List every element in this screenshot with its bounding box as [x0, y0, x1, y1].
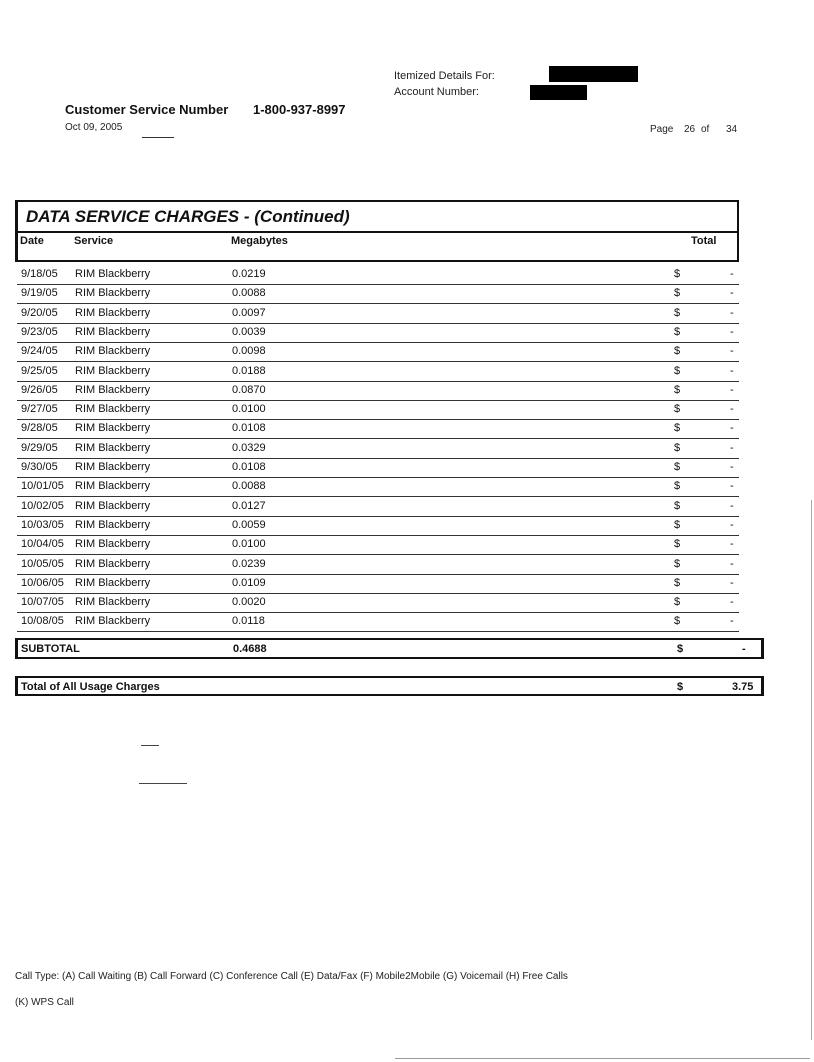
row-dollar-sign: $	[674, 345, 681, 358]
row-megabytes: 0.0039	[232, 325, 266, 338]
row-total: -	[730, 325, 734, 338]
row-service: RIM Blackberry	[75, 345, 151, 358]
table-row	[17, 265, 739, 285]
row-service: RIM Blackberry	[75, 403, 151, 416]
column-header-service: Service	[74, 235, 114, 247]
row-date: 10/05/05	[21, 557, 64, 570]
table-row	[17, 535, 739, 555]
row-megabytes: 0.0108	[232, 461, 266, 473]
row-service: RIM Blackberry	[75, 576, 151, 589]
row-date: 9/28/05	[21, 422, 58, 435]
row-date: 9/26/05	[21, 383, 58, 396]
row-date: 9/23/05	[21, 325, 58, 338]
row-date: 10/07/05	[21, 596, 64, 609]
row-megabytes: 0.0020	[232, 596, 266, 609]
row-megabytes: 0.0219	[232, 268, 266, 280]
row-service: RIM Blackberry	[75, 499, 151, 512]
row-dollar-sign: $	[674, 615, 681, 628]
row-total: -	[730, 441, 734, 454]
column-header-total: Total	[691, 235, 717, 247]
table-row	[17, 497, 739, 517]
row-service: RIM Blackberry	[75, 364, 151, 377]
row-total: -	[730, 422, 734, 435]
row-total: -	[730, 287, 734, 300]
row-service: RIM Blackberry	[75, 441, 151, 454]
row-dollar-sign: $	[674, 325, 681, 338]
row-date: 9/18/05	[21, 268, 58, 280]
row-total: -	[730, 480, 734, 493]
row-date: 9/24/05	[21, 345, 58, 358]
subtotal-row	[15, 638, 764, 659]
row-total: -	[730, 461, 734, 473]
row-dollar-sign: $	[674, 383, 681, 396]
call-type-legend: Call Type: (A) Call Waiting (B) Call Forward (C) Conference Call (E) Data/Fax (F) Mobile2Mobile (G) Voicemail (H) Free Calls	[15, 971, 568, 982]
row-megabytes: 0.0088	[232, 480, 266, 493]
row-date: 9/29/05	[21, 441, 58, 454]
call-type-legend-continued: (K) WPS Call	[15, 997, 74, 1008]
row-total: -	[730, 345, 734, 358]
table-row	[17, 381, 739, 401]
row-megabytes: 0.0097	[232, 306, 266, 319]
row-date: 10/03/05	[21, 518, 64, 531]
row-dollar-sign: $	[674, 364, 681, 377]
column-header-date: Date	[20, 235, 44, 247]
row-dollar-sign: $	[674, 422, 681, 435]
row-service: RIM Blackberry	[75, 518, 151, 531]
row-service: RIM Blackberry	[75, 287, 151, 300]
row-megabytes: 0.0188	[232, 364, 266, 377]
scan-mark	[142, 137, 174, 138]
customer-service-label: Customer Service Number	[65, 102, 229, 117]
table-row	[17, 304, 739, 324]
row-dollar-sign: $	[674, 306, 681, 319]
row-date: 10/02/05	[21, 499, 64, 512]
table-row	[17, 419, 739, 439]
row-total: -	[730, 403, 734, 416]
statement-date: Oct 09, 2005	[65, 122, 123, 133]
column-header-megabytes: Megabytes	[231, 235, 288, 247]
row-dollar-sign: $	[674, 403, 681, 416]
row-total: -	[730, 364, 734, 377]
row-date: 9/20/05	[21, 306, 58, 319]
data-service-charges-header	[15, 200, 739, 262]
table-row	[17, 516, 739, 536]
table-row	[17, 612, 739, 632]
row-megabytes: 0.0100	[232, 538, 266, 551]
total-usage-amount: 3.75	[732, 681, 754, 693]
row-service: RIM Blackberry	[75, 325, 151, 338]
itemized-details-label: Itemized Details For:	[394, 70, 495, 82]
section-title: DATA SERVICE CHARGES - (Continued)	[26, 207, 350, 226]
table-row	[17, 593, 739, 613]
row-megabytes: 0.0098	[232, 345, 266, 358]
page-of: of	[701, 124, 710, 135]
row-megabytes: 0.0109	[232, 576, 266, 589]
row-megabytes: 0.0059	[232, 518, 266, 531]
table-row	[17, 342, 739, 362]
customer-service-number: 1-800-937-8997	[253, 102, 346, 117]
row-date: 10/08/05	[21, 615, 64, 628]
row-dollar-sign: $	[674, 441, 681, 454]
row-date: 10/01/05	[21, 480, 64, 493]
table-row	[17, 439, 739, 459]
row-service: RIM Blackberry	[75, 461, 151, 473]
row-megabytes: 0.0239	[232, 557, 266, 570]
row-date: 9/19/05	[21, 287, 58, 300]
table-row	[17, 574, 739, 594]
subtotal-megabytes: 0.4688	[233, 643, 267, 655]
row-megabytes: 0.0108	[232, 422, 266, 435]
row-dollar-sign: $	[674, 538, 681, 551]
total-usage-row	[15, 676, 764, 696]
scan-edge	[395, 1058, 810, 1059]
table-row	[17, 362, 739, 382]
page-total: 34	[726, 124, 738, 135]
row-date: 9/30/05	[21, 461, 58, 473]
row-megabytes: 0.0118	[232, 615, 265, 628]
row-service: RIM Blackberry	[75, 422, 151, 435]
row-total: -	[730, 268, 734, 280]
row-service: RIM Blackberry	[75, 480, 151, 493]
scan-edge	[811, 500, 812, 1040]
row-total: -	[730, 596, 734, 609]
account-number-label: Account Number:	[394, 86, 479, 98]
table-row	[17, 323, 739, 343]
row-service: RIM Blackberry	[75, 538, 151, 551]
row-dollar-sign: $	[674, 287, 681, 300]
row-megabytes: 0.0329	[232, 441, 266, 454]
row-dollar-sign: $	[674, 499, 681, 512]
scan-mark	[139, 783, 187, 784]
redacted-name	[549, 66, 638, 82]
row-date: 10/06/05	[21, 576, 64, 589]
page-label: Page	[650, 124, 674, 135]
row-service: RIM Blackberry	[75, 383, 151, 396]
row-dollar-sign: $	[674, 461, 681, 473]
row-total: -	[730, 557, 734, 570]
row-service: RIM Blackberry	[75, 306, 151, 319]
row-dollar-sign: $	[674, 268, 681, 280]
row-total: -	[730, 306, 734, 319]
row-total: -	[730, 383, 734, 396]
row-megabytes: 0.0127	[232, 499, 266, 512]
row-total: -	[730, 499, 734, 512]
row-date: 10/04/05	[21, 538, 64, 551]
scan-mark	[141, 745, 159, 746]
row-service: RIM Blackberry	[75, 268, 151, 280]
row-total: -	[730, 615, 734, 628]
row-dollar-sign: $	[674, 480, 681, 493]
total-usage-dollar: $	[677, 681, 684, 693]
row-dollar-sign: $	[674, 518, 681, 531]
row-service: RIM Blackberry	[75, 557, 151, 570]
row-total: -	[730, 538, 734, 551]
table-row	[17, 284, 739, 304]
row-megabytes: 0.0870	[232, 383, 266, 396]
subtotal-amount: -	[742, 643, 746, 655]
page-current: 26	[684, 124, 696, 135]
row-total: -	[730, 518, 734, 531]
row-service: RIM Blackberry	[75, 596, 151, 609]
subtotal-label: SUBTOTAL	[21, 643, 80, 655]
row-megabytes: 0.0088	[232, 287, 266, 300]
row-date: 9/27/05	[21, 403, 58, 416]
row-dollar-sign: $	[674, 557, 681, 570]
row-megabytes: 0.0100	[232, 403, 266, 416]
table-row	[17, 400, 739, 420]
row-total: -	[730, 576, 734, 589]
row-date: 9/25/05	[21, 364, 58, 377]
total-usage-label: Total of All Usage Charges	[21, 681, 160, 693]
table-row	[17, 458, 739, 478]
title-row	[18, 202, 737, 233]
redacted-account-number	[530, 85, 587, 100]
table-row	[17, 555, 739, 575]
table-row	[17, 477, 739, 497]
row-dollar-sign: $	[674, 576, 681, 589]
subtotal-dollar: $	[677, 643, 684, 655]
row-service: RIM Blackberry	[75, 615, 151, 628]
row-dollar-sign: $	[674, 596, 681, 609]
